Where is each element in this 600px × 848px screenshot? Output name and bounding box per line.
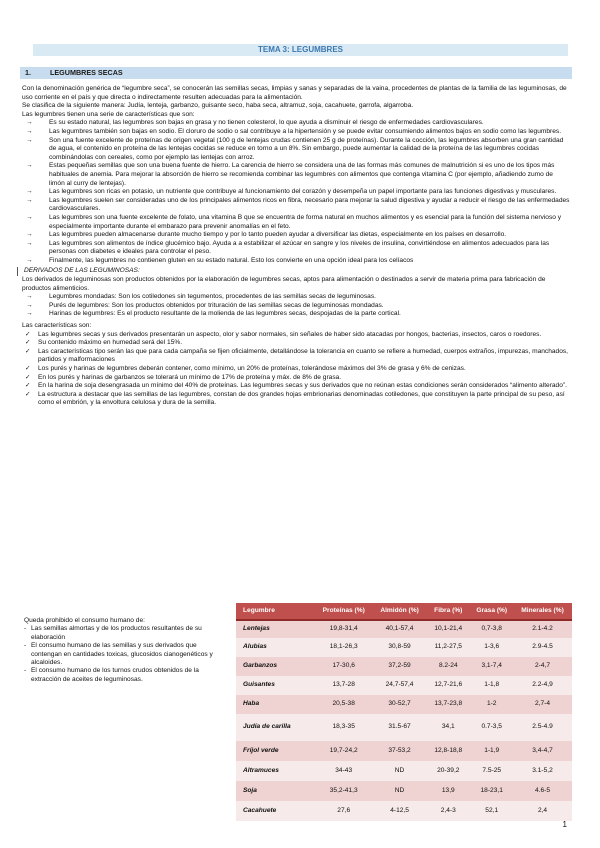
page-number: 1 — [562, 820, 567, 829]
list-item: → Son una fuente excelente de proteínas de origen vegetal (100 g de lentejas crudas contienen 25 g de proteínas). Durante la cocción, las legumbres absorben una gran cantidad de agua, el contenido en proteína de las lentejas cocidas se reduce en torno a un 8%. Sin embargo, puede aumentar la calidad de la proteína de las legumbres cocidas combinándolas con cereales, como por ejemplo las lentejas con arroz. — [26, 136, 564, 161]
table-cell: Judía de carilla — [236, 714, 315, 741]
table-row — [236, 676, 572, 695]
dash-icon: - — [24, 667, 27, 675]
table-cell: Fríjol verde — [236, 741, 315, 761]
table-cell: 20-39,2 — [426, 761, 470, 781]
table-row — [236, 714, 572, 741]
table-row — [236, 741, 572, 761]
intro-paragraph: Con la denominación genérica de “legumbre seca”, se conocerán las semillas secas, limpias y sanas y separadas de la vaina, procedentes de plantas de la familia de las leguminosas, de uso corriente en el país y que directa o indirectamente resulten adecuadas para la alimentación. — [22, 85, 567, 101]
arrow-icon: → — [26, 136, 33, 144]
table-cell: 0,7-3,8 — [470, 620, 513, 638]
characteristics-lead: Las legumbres tienen una serie de características que son: — [22, 110, 195, 118]
table-row — [236, 801, 572, 821]
column-header: Legumbre — [236, 603, 315, 620]
table-cell: 18-23,1 — [470, 781, 513, 801]
characteristics-list — [22, 119, 570, 265]
table-cell: Haba — [236, 695, 315, 714]
list-item: → Estas pequeñas semillas que son una buena fuente de hierro. La carencia de hierro se considera una de las formas más comunes de malnutrición si es uno de los tipos más habituales de anemia. Para mejorar la absorción de hierro se recomienda combinar las legumbres con alimentos que contenga vitamina C (por ejemplo, añadiendo zumo de limón al curry de lentejas). — [26, 162, 555, 187]
classification-line: Se clasifica de la siguiente manera: Judía, lenteja, garbanzo, guisante seco, haba seca, altramuz, soja, cacahuete, garrofa, algarroba. — [22, 102, 414, 110]
table-row — [236, 761, 572, 781]
column-header: Almidón (%) — [373, 603, 426, 620]
table-cell: 2.2-4,9 — [513, 676, 572, 695]
table-cell: 40,1-57,4 — [373, 620, 426, 638]
table-cell: 34-43 — [315, 761, 373, 781]
table-cell: 3,1-7,4 — [470, 657, 513, 676]
arrow-icon: → — [26, 213, 33, 221]
derivados-list — [22, 293, 570, 319]
table-cell: 35,2-41,3 — [315, 781, 373, 801]
prohibido-heading: Queda prohibido el consumo humano de: — [24, 617, 145, 624]
list-item: - El consumo humano de las semillas y sus derivados que contengan en cantidades toxicas, glucosidos cianogenéticos y alcaloides. — [24, 642, 213, 667]
table-cell: Alubias — [236, 638, 315, 657]
table-cell: 13,7-28 — [315, 676, 373, 695]
check-icon: ✓ — [25, 382, 31, 390]
list-item: → Las legumbres también son bajas en sodio. El cloruro de sodio o sal contribuye a la hipertensión y se puede evitar consumiendo alimentos bajos en sodio como las legumbres. — [26, 127, 562, 135]
table-cell: 0.7-3,5 — [470, 714, 513, 741]
list-item: → Las legumbres son ricas en potasio, un nutriente que contribuye al funcionamiento del corazón y desempeña un papel importante para las funciones digestivas y musculares. — [26, 188, 557, 196]
table-cell: 1-1,8 — [470, 676, 513, 695]
check-icon: ✓ — [25, 365, 31, 372]
arrow-icon: → — [26, 239, 33, 247]
table-cell: 2.9-4.5 — [513, 638, 572, 657]
table-cell: 12,7-21,6 — [426, 676, 470, 695]
table-row — [236, 695, 572, 714]
table-cell: 1-1,9 — [470, 741, 513, 761]
list-item: → Harinas de legumbres: Es el producto resultante de la molienda de las legumbres secas, despojadas de la parte cortical. — [26, 310, 401, 318]
table-cell: 37,2-59 — [373, 657, 426, 676]
table-cell: 2.1-4.2 — [513, 620, 572, 638]
table-cell: 17-30,6 — [315, 657, 373, 676]
arrow-icon: → — [26, 301, 33, 309]
table-cell: 11,2-27,5 — [426, 638, 470, 657]
table-header-row — [236, 603, 572, 620]
list-item: → Las legumbres pueden almacenarse durante mucho tiempo y por lo tanto pueden ayudar a diversificar las dietas, especialmente en los países en desarrollo. — [26, 231, 507, 239]
list-item: → Las legumbres suelen ser consideradas uno de los principales alimentos ricos en fibra, necesario para mejorar la salud digestiva y ayudar a reducir el riesgo de las enfermedades cardiovasculares. — [26, 196, 570, 213]
prohibido-block — [24, 617, 224, 684]
derivados-heading: DERIVADOS DE LAS LEGUMINOSAS: — [17, 267, 570, 276]
table-row — [236, 781, 572, 801]
column-header: Minerales (%) — [513, 603, 572, 620]
table-cell: Soja — [236, 781, 315, 801]
table-cell: 18,1-26,3 — [315, 638, 373, 657]
body-content — [22, 85, 570, 408]
table-cell: ND — [373, 761, 426, 781]
list-item: → Finalmente, las legumbres no contienen gluten en su estado natural. Esto los convierte en una opción ideal para los celíacos — [26, 256, 414, 264]
dash-icon: - — [24, 625, 27, 633]
table-cell: 27,6 — [315, 801, 373, 821]
check-icon: ✓ — [25, 330, 31, 338]
list-item: → Legumbres mondadas: Son los cotiledones sin tegumentos, procedentes de las semillas secas de leguminosas. — [26, 293, 376, 301]
column-header: Proteínas (%) — [315, 603, 373, 620]
arrow-icon: → — [26, 310, 33, 318]
arrow-icon: → — [26, 127, 33, 135]
section-number: 1. — [25, 68, 31, 77]
table-cell: 10,1-21,4 — [426, 620, 470, 638]
table-cell: Lentejas — [236, 620, 315, 638]
list-item: ✓ Las legumbres secas y sus derivados presentarán un aspecto, olor y sabor normales, sin señales de haber sido atacadas por hongos, bacterias, insectos, caros o roedores. — [25, 330, 542, 338]
check-icon: ✓ — [25, 339, 31, 347]
table-cell: ND — [373, 781, 426, 801]
table-cell: Guisantes — [236, 676, 315, 695]
section-heading — [20, 67, 572, 79]
list-item: - Las semillas almortas y de los productos resultantes de su elaboración — [24, 625, 202, 641]
table-cell: 18,3-35 — [315, 714, 373, 741]
list-item: ✓ Las características tipo serán las que para cada campaña se fijen oficialmente, detallándose la tolerancia en cuanto se refiere a humedad, cuerpos extraños, impurezas, manchados, partidos y malformaciones — [25, 347, 569, 364]
table-row — [236, 638, 572, 657]
derivados-intro: Los derivados de leguminosas son productos obtenidos por la elaboración de legumbres secas, aptos para alimentación o destinados a servir de materia prima para fabricación de productos alimenticios. — [22, 276, 546, 292]
table-cell: 2.5-4.9 — [513, 714, 572, 741]
table-cell: 2,4 — [513, 801, 572, 821]
table-cell: 4-12,5 — [373, 801, 426, 821]
column-header: Fibra (%) — [426, 603, 470, 620]
table-cell: Cacahuete — [236, 801, 315, 821]
table-cell: 24,7-57,4 — [373, 676, 426, 695]
table-cell: 19,7-24,2 — [315, 741, 373, 761]
arrow-icon: → — [26, 231, 33, 239]
list-item: ✓ Su contenido máximo en humedad será del 15%. — [25, 339, 183, 347]
table-cell: 20,5-38 — [315, 695, 373, 714]
list-item: → Purés de legumbres: Son los productos obtenidos por trituración de las semillas secas de leguminosas mondadas. — [26, 301, 384, 309]
table-cell: 1-2 — [470, 695, 513, 714]
composition-table — [236, 603, 572, 821]
table-cell: 52,1 — [470, 801, 513, 821]
table-row — [236, 620, 572, 638]
table-cell: 8.2-24 — [426, 657, 470, 676]
list-item: → Las legumbres son alimentos de índice glucémico bajo. Ayuda a a estabilizar el azúcar en sangre y los niveles de insulina, convirtiéndose en alimentos adecuados para las personas con diabetes e ideales para controlar el peso. — [26, 239, 550, 256]
check-icon: ✓ — [25, 347, 31, 355]
table-cell: 3,4-4,7 — [513, 741, 572, 761]
table-cell: 7.5-25 — [470, 761, 513, 781]
table-cell: 31.5-67 — [373, 714, 426, 741]
arrow-icon: → — [26, 196, 33, 204]
table-cell: 30-52,7 — [373, 695, 426, 714]
check-icon: ✓ — [25, 373, 31, 381]
arrow-icon: → — [26, 188, 33, 196]
table-cell: Garbanzos — [236, 657, 315, 676]
arrow-icon: → — [26, 256, 33, 264]
arrow-icon: → — [26, 119, 33, 127]
table-cell: 30,8-59 — [373, 638, 426, 657]
check-icon: ✓ — [25, 390, 31, 398]
table-cell: Altramuces — [236, 761, 315, 781]
table-cell: 2,4-3 — [426, 801, 470, 821]
table-cell: 2,7-4 — [513, 695, 572, 714]
column-header: Grasa (%) — [470, 603, 513, 620]
arrow-icon: → — [26, 162, 33, 170]
list-item: → Es su estado natural, las legumbres son bajas en grasa y no tienen colesterol, lo que ayuda a disminuir el riesgo de enfermedades cardiovasculares. — [26, 119, 484, 127]
list-item: ✓ La estructura a destacar que las semillas de las legumbres, constan de dos grandes hojas embrionarias denominadas cotiledones, que constituyen la parte principal de su peso, así como el embrión, y la envoltura celulosa y dura de la semilla. — [25, 390, 565, 407]
table-row — [236, 657, 572, 676]
section-label: LEGUMBRES SECAS — [50, 68, 123, 77]
table-cell: 34,1 — [426, 714, 470, 741]
list-item: ✓ En la harina de soja desengrasada un mínimo del 40% de proteínas. Las legumbres secas y sus derivados que no reúnan estas condiciones serán considerados “alimento alterado”. — [25, 382, 567, 390]
table-cell: 1-3,6 — [470, 638, 513, 657]
page-title: TEMA 3: LEGUMBRES — [33, 44, 568, 56]
list-item: - El consumo humano de los turnos crudos obtenidos de la extracción de aceites de leguminosas. — [24, 667, 199, 683]
table-cell: 3.1-5,2 — [513, 761, 572, 781]
caracteristicas-heading: Las características son: — [22, 322, 92, 330]
table-cell: 13,9 — [426, 781, 470, 801]
table-cell: 37-53,2 — [373, 741, 426, 761]
table-cell: 13,7-23,8 — [426, 695, 470, 714]
table-cell: 12,8-18,8 — [426, 741, 470, 761]
table-cell: 4.6-5 — [513, 781, 572, 801]
list-item: ✓ En los purés y harinas de garbanzos se tolerará un mínimo de 17% de proteína y máx. de 8% de grasa. — [25, 373, 342, 381]
caracteristicas-list — [22, 331, 570, 408]
arrow-icon: → — [26, 293, 33, 301]
prohibido-list — [24, 625, 224, 684]
list-item: → Las legumbres son una fuente excelente de folato, una vitamina B que se encuentra de forma natural en muchos alimentos y es esencial para la función del sistema nervioso y especialmente importante durante el embarazo para prevenir anomalías en el feto. — [26, 213, 562, 230]
table-cell: 19,8-31,4 — [315, 620, 373, 638]
list-item: ✓ Los purés y harinas de legumbres deberán contener, como mínimo, un 20% de proteínas, tolerándose máximos del 3% de grasa y 6% de cenizas. — [25, 365, 466, 372]
table-cell: 2-4,7 — [513, 657, 572, 676]
dash-icon: - — [24, 642, 27, 650]
